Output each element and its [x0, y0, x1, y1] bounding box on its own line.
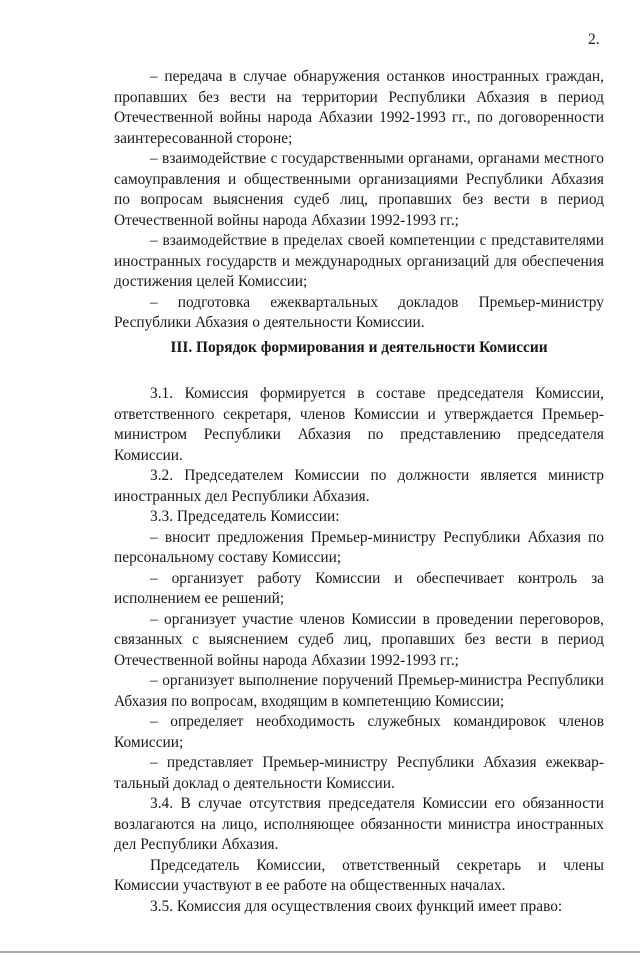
paragraph: 3.1. Комиссия формируется в составе председателя Комиссии, ответственного секретаря, членов Комиссии и утверждается Премьер-министром Республики Абхазия по представлению председателя Комиссии. [114, 385, 604, 464]
paragraph: 3.3. Председатель Комиссии: [150, 508, 340, 525]
paragraph: 3.5. Комиссия для осуществления своих функций имеет право: [150, 897, 563, 915]
paragraph: – подготовка ежеквартальных докладов Премьер-министру Республики Абхазия о деятельности Комиссии. [114, 293, 604, 331]
paragraph: – взаимодействие в пределах своей компетенции с представителями иностранных государств и международных организаций для обеспечения достижения целей Комиссии; [114, 232, 604, 290]
paragraph: – организует участие членов Комиссии в проведении переговоров, связанных с выяснением судеб лиц, пропавших без вести в период Отечественной войны народа Абхазии 1992-1993 гг.; [114, 610, 604, 669]
paragraph: – определяет необходимость служебных командировок членов Комиссии; [114, 713, 604, 751]
paragraph: 3.2. Председателем Комиссии по должности является министр иностранных дел Республики Абхазия. [114, 467, 604, 505]
scan-edge-line [0, 951, 640, 953]
paragraph: 3.4. В случае отсутствия председателя Комиссии его обязанности возлагаются на лицо, исполняющее обязанности министра иностранных дел Республики Абхазия. [114, 795, 604, 853]
paragraph: – взаимодействие с государственными органами, органами местного самоуправления и общественными организациями Республики Абхазия по вопросам выяснения судеб лиц, пропавших без вести в период Отечественной войны народа Абхазии 1992-1993 гг.; [114, 150, 604, 229]
section-2-list [114, 67, 604, 334]
section-heading: III. Порядок формирования и деятельности Комиссии [170, 338, 548, 356]
paragraph: – передача в случае обнаружения останков иностранных граждан, пропавших без вести на территории Республики Абхазия в период Отечественной войны народа Абхазии 1992-1993 гг., по договоренности заинтересованной стороне; [114, 68, 604, 147]
paragraph: Председатель Комиссии, ответственный секретарь и члены Комиссии участвуют в ее работе на общественных началах. [114, 856, 604, 894]
page-number: 2. [588, 31, 600, 48]
section-3-body [114, 384, 604, 917]
paragraph: – организует работу Комиссии и обеспечивает контроль за исполнением ее решений; [114, 569, 604, 607]
paragraph: – вносит предложения Премьер-министру Республики Абхазия по персональному составу Комиссии; [114, 528, 604, 566]
paragraph: – организует выполнение поручений Премьер-министра Республики Абхазия по вопросам, входящим в компетенцию Комиссии; [114, 672, 604, 710]
paragraph: – представляет Премьер-министру Республики Абхазия ежеквартальный доклад о деятельности Комиссии. [114, 754, 604, 792]
